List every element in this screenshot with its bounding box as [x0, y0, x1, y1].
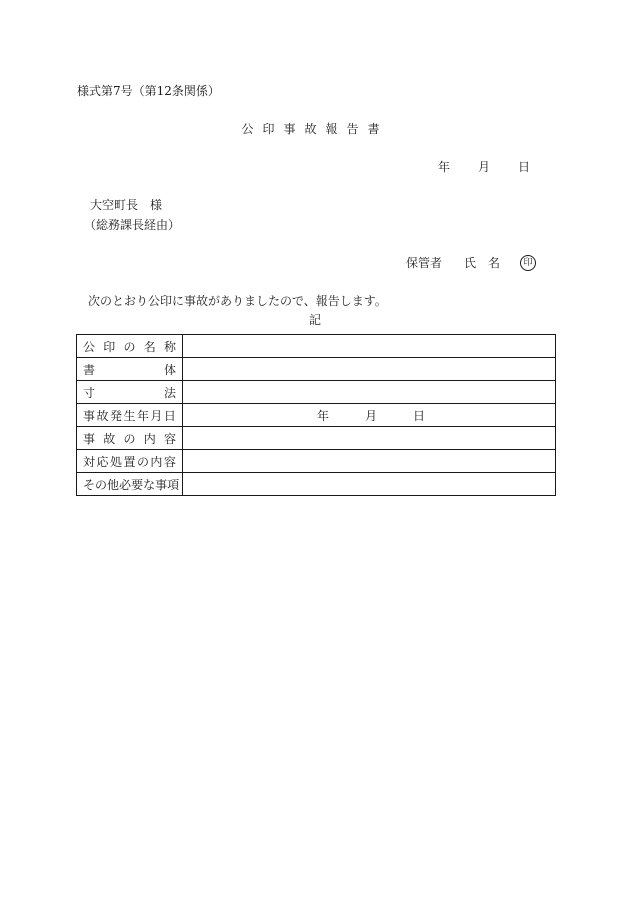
row-label-text: 公 印 の 名 称: [83, 339, 176, 354]
row-value[interactable]: [183, 427, 556, 450]
row-label: [77, 450, 183, 473]
report-date-month: 月: [478, 160, 491, 174]
recipient: 大空町長 様: [90, 198, 163, 212]
row-label: [77, 473, 183, 496]
row-label: [77, 404, 183, 427]
keeper-name-label-2: 名: [488, 256, 501, 270]
row-value[interactable]: [183, 404, 556, 427]
row-label-text: 事 故 発 生 年 月 日: [83, 408, 176, 423]
row-label: [77, 381, 183, 404]
row-label: [77, 427, 183, 450]
row-date: [183, 407, 555, 424]
ki-heading: 記: [308, 313, 321, 327]
report-date: [438, 158, 530, 175]
table-row: [77, 404, 556, 427]
via-department: （総務課長経由）: [84, 218, 181, 232]
table-row: [77, 358, 556, 381]
row-value[interactable]: [183, 381, 556, 404]
row-value[interactable]: [183, 450, 556, 473]
keeper-name-label-1: 氏: [464, 256, 477, 270]
detail-table: [76, 334, 556, 496]
row-label: [77, 335, 183, 358]
seal-mark: 印: [520, 255, 536, 271]
row-value[interactable]: [183, 335, 556, 358]
report-date-day: 日: [518, 160, 531, 174]
row-label-text: 対 応 処 置 の 内 容: [83, 454, 176, 469]
table-row: [77, 427, 556, 450]
row-date-day: 日: [413, 408, 426, 423]
row-label-text: 寸 法: [83, 385, 176, 400]
row-value[interactable]: [183, 358, 556, 381]
row-label-text: 事 故 の 内 容: [83, 431, 176, 446]
document-title: 公印事故報告書: [241, 122, 389, 136]
form-number: 様式第7号（第12条関係）: [77, 84, 220, 98]
intro-text: 次のとおり公印に事故がありましたので、報告します。: [88, 294, 387, 308]
report-date-year: 年: [438, 160, 451, 174]
table-row: [77, 381, 556, 404]
row-label-text: 書 体: [83, 362, 176, 377]
keeper-role: 保管者: [406, 256, 443, 270]
table-row: [77, 450, 556, 473]
row-label: [77, 358, 183, 381]
row-date-year: 年: [317, 408, 330, 423]
table-row: [77, 473, 556, 496]
row-label-text: そ の 他 必 要 な 事 項: [83, 477, 180, 492]
keeper-line: [406, 254, 536, 271]
row-date-month: 月: [365, 408, 378, 423]
row-value[interactable]: [183, 473, 556, 496]
table-row: [77, 335, 556, 358]
